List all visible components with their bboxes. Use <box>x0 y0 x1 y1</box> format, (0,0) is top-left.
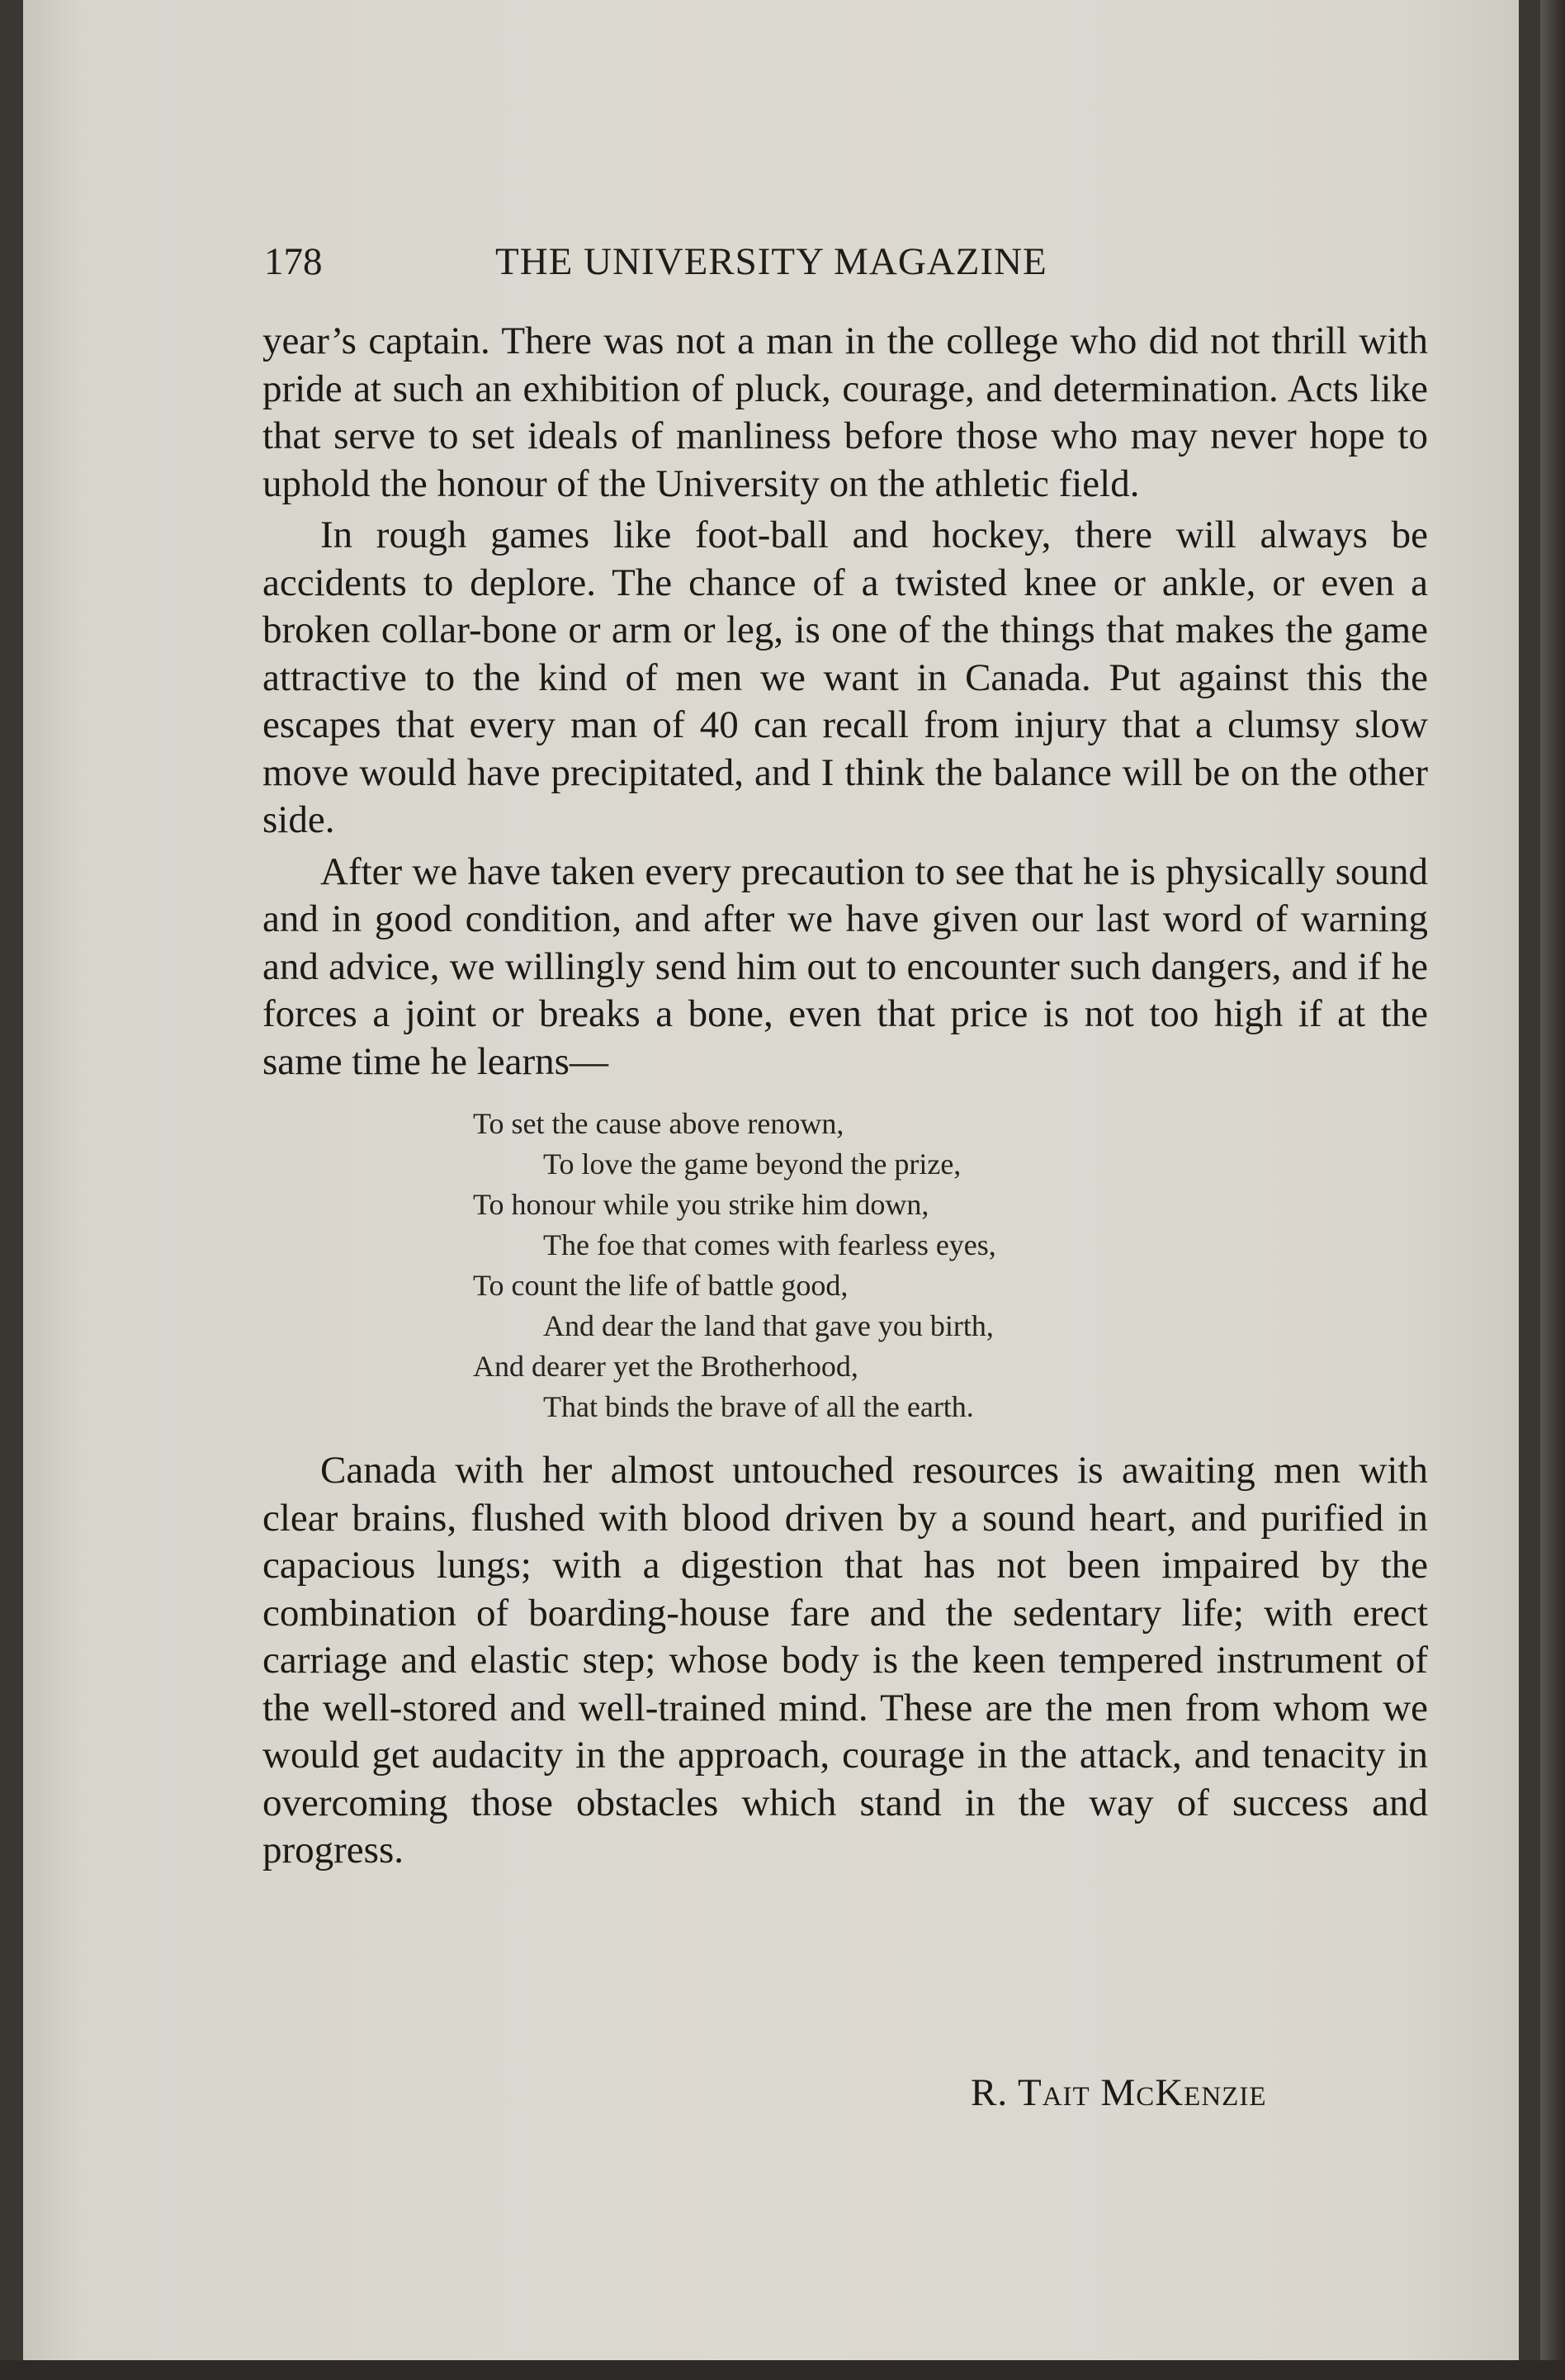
book-edge-shadow <box>1540 0 1565 2380</box>
paragraph-1: year’s captain. There was not a man in the college who did not thrill with pride at such an exhibition of pluck, courage, and determination. Acts like that serve to set ideals of manliness before those who may never hope to uphold the honour of the University on the athletic field. <box>262 319 1428 505</box>
poem-line: To honour while you strike him down, <box>473 1188 929 1221</box>
poem-line: To love the game beyond the prize, <box>543 1147 962 1181</box>
paragraph-3: After we have taken every precaution to see that he is physically sound and in good condition, and after we have given our last word of warning and advice, we willingly send him out to encounter such dangers, and if he forces a joint or breaks a bone, even that price is not too high if at the same time he learns— <box>262 849 1428 1083</box>
book-page <box>23 0 1519 2361</box>
page-number: 178 <box>264 240 323 283</box>
book-bottom-edge <box>0 2360 1565 2380</box>
poem-line: That binds the brave of all the earth. <box>543 1390 974 1423</box>
poem-line: The foe that comes with fearless eyes, <box>543 1228 996 1261</box>
poem-line: To count the life of battle good, <box>473 1269 849 1302</box>
article-body <box>262 318 1428 1875</box>
author-signature: R. Tait McKenzie <box>971 2071 1267 2114</box>
poem <box>473 1104 1428 1427</box>
poem-line: To set the cause above renown, <box>473 1107 844 1140</box>
poem-line: And dear the land that gave you birth, <box>543 1309 994 1342</box>
paragraph-2: In rough games like foot-ball and hockey, there will always be accidents to deplore. The chance of a twisted knee or ankle, or even a broken collar-bone or arm or leg, is one of the things that makes the game attractive to the kind of men we want in Canada. Put against this the escapes that every man of 40 can recall from injury that a clumsy slow move would have precipitated, and I think the balance will be on the other side. <box>262 513 1428 841</box>
poem-line: And dearer yet the Brotherhood, <box>473 1350 858 1383</box>
running-title: THE UNIVERSITY MAGAZINE <box>495 240 1047 283</box>
paragraph-4: Canada with her almost untouched resources is awaiting men with clear brains, flushed with blood driven by a sound heart, and purified in capacious lungs; with a digestion that has not been impaired by the combination of boarding-house fare and the sedentary life; with erect carriage and elastic step; whose body is the keen tempered instrument of the well-stored and well-trained mind. These are the men from whom we would get audacity in the approach, courage in the attack, and tenacity in overcoming those obstacles which stand in the way of success and progress. <box>262 1449 1428 1871</box>
page-header <box>264 239 1444 297</box>
